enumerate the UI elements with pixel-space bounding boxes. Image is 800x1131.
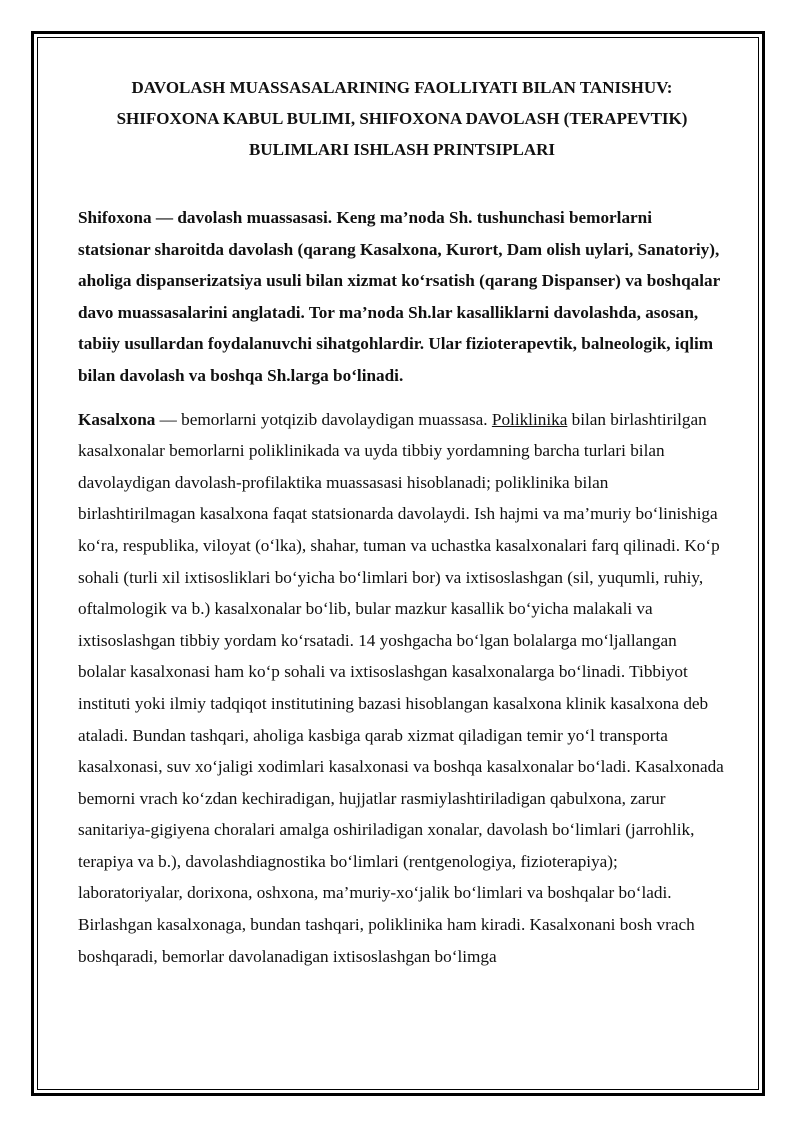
document-title: DAVOLASH MUASSASALARINING FAOLLIYATI BILAN TANISHUV: SHIFOXONA KABUL BULIMI, SHIFOXONA DAVOLASH (TERAPEVTIK) BULIMLARI ISHLASH PRINTSIPLARI: [116, 78, 688, 159]
paragraph-text: bilan birlashtirilgan kasalxonalar bemorlarni poliklinikada va uyda tibbiy yordamning barcha turlari bilan davolaydigan davolash-profilaktika muassasasi hisoblanadi; poliklinika bilan birlashtirilmagan kasalxona faqat statsionarda davolaydi. Ish hajmi va ma’muriy bo‘linishiga ko‘ra, respublika, viloyat (o‘lka), shahar, tuman va uchastka kasalxonalari farq qilinadi. Ko‘p sohali (turli xil ixtisosliklari bo‘yicha bo‘limlari bor) va ixtisoslashgan (sil, yuqumli, ruhiy, oftalmologik va b.) kasalxonalar bo‘lib, bular mazkur kasallik bo‘yicha malakali va ixtisoslashgan tibbiy yordam ko‘rsatadi. 14 yoshgacha bo‘lgan bolalarga mo‘ljallangan bolalar kasalxonasi ham ko‘p sohali va ixtisoslashgan kasalxonalarga bo‘linadi. Tibbiyot instituti yoki ilmiy tadqiqot institutining bazasi hisoblangan kasalxona klinik kasalxona deb ataladi. Bundan tashqari, aholiga kasbiga qarab xizmat qiladigan temir yo‘l transporta kasalxonasi, suv xo‘jaligi xodimlari kasalxonasi va boshqa kasalxonalar bo‘ladi. Kasalxonada bemorni vrach ko‘zdan kechiradigan, hujjatlar rasmiylashtiriladigan qabulxona, zarur sanitariya-gigiyena choralari amalga oshiriladigan xonalar, davolash bo‘limlari (jarrohlik, terapiya va b.), davolashdiagnostika bo‘limlari (rentgenologiya, fizioterapiya); laboratoriyalar, dorixona, oshxona, ma’muriy-xo‘jalik bo‘limlari va boshqalar bo‘ladi. Birlashgan kasalxonaga, bundan tashqari, poliklinika ham kiradi. Kasalxonani bosh vrach boshqaradi, bemorlar davolanadigan ixtisoslashgan bo‘limga: [78, 409, 724, 966]
poliklinika-link[interactable]: Poliklinika: [491, 409, 568, 429]
paragraph-text: — bemorlarni yotqizib davolaydigan muassasa.: [155, 409, 492, 429]
term-kasalxona: Kasalxona: [78, 409, 156, 429]
document-body: [78, 72, 726, 972]
paragraph-shifoxona: Shifoxona — davolash muassasasi. Keng ma’noda Sh. tushunchasi bemorlarni statsionar sharoitda davolash (qarang Kasalxona, Kurort, Dam olish uylari, Sanatoriy), aholiga dispanserizatsiya usuli bilan xizmat ko‘rsatish (qarang Dispanser) va boshqalar davo muassasalarini anglatadi. Tor ma’noda Sh.lar kasalliklarni davolashda, asosan, tabiiy usullardan foydalanuvchi sihatgohlardir. Ular fizioterapevtik, balneologik, iqlim bilan davolash va boshqa Sh.larga bo‘linadi.: [78, 208, 720, 385]
paragraph-kasalxona: [78, 404, 726, 973]
